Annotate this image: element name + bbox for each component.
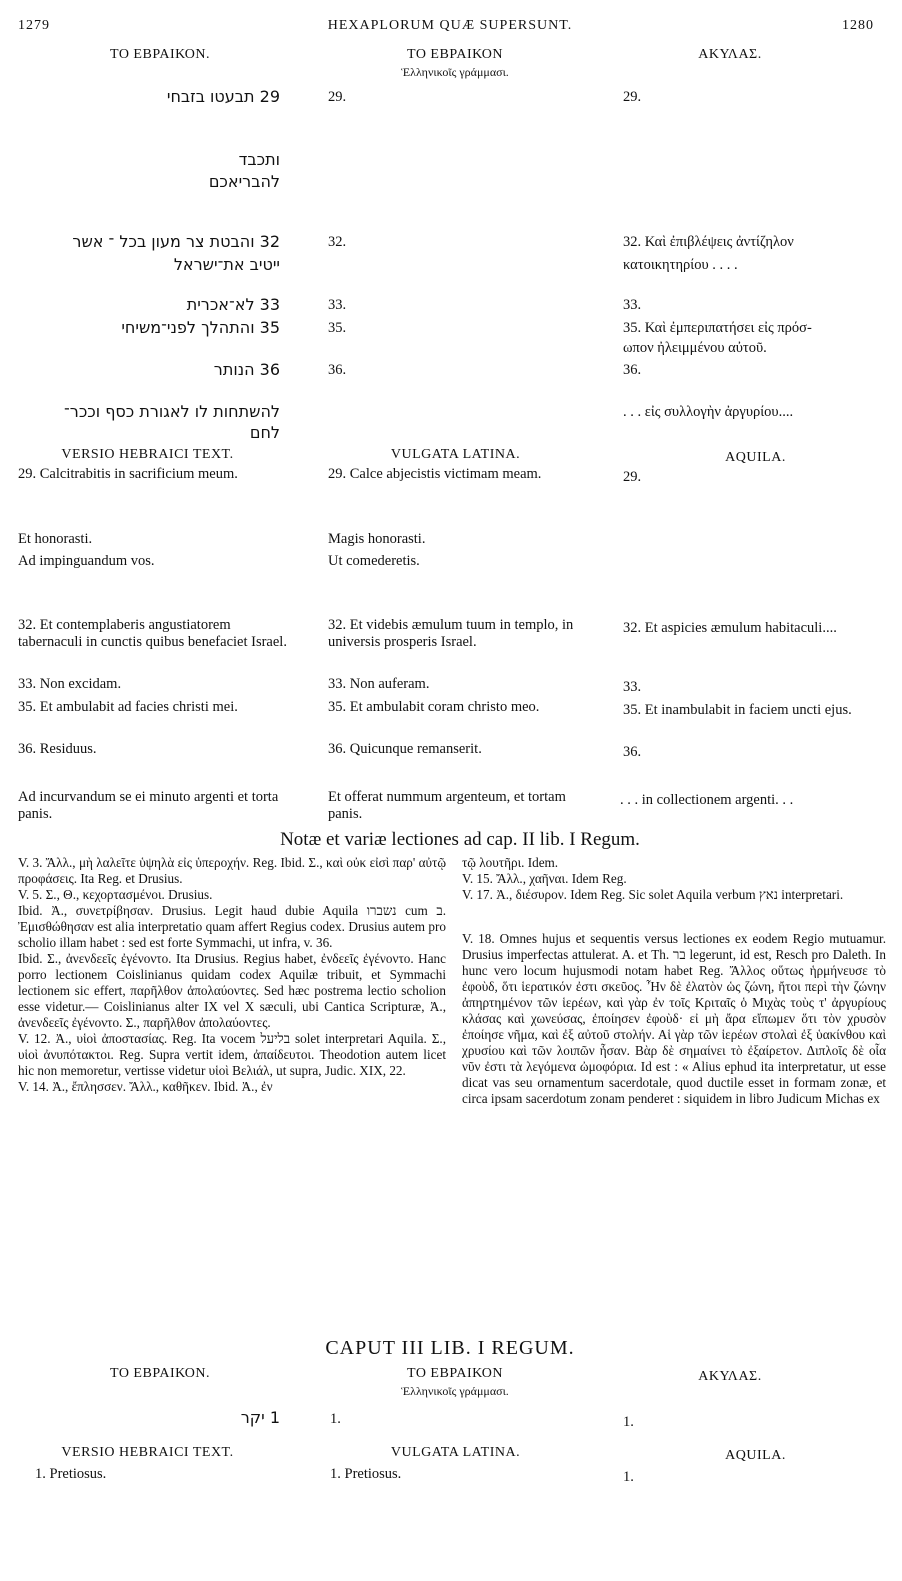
note-paragraph: V. 14. Ἀ., ἔπλησσεν. Ἄλλ., καθῆκεν. Ibid. Ἀ., ἐν: [18, 1079, 273, 1094]
hebrew-line: להבריאכם: [208, 172, 280, 191]
col-header-versio: VERSIO HEBRAICI TEXT.: [61, 1445, 234, 1460]
note-paragraph: V. 3. Ἄλλ., μὴ λαλεῖτε ὑψηλὰ εἰς ὑπεροχήν. Reg. Ibid. Σ., καὶ οὐκ εἰσὶ παρ' αὐτῷ προφάσεις. Ita Reg. et Drusius.: [18, 855, 446, 886]
col-header-hebrew: ΤΟ ΕΒΡΑΙΚΟΝ.: [110, 1366, 210, 1381]
aquila-latin-text: . . . in collectionem argenti. . .: [620, 792, 794, 808]
vulgata-text: 1. Pretiosus.: [330, 1466, 402, 1482]
verse-marker: 33.: [623, 297, 642, 313]
page-number-left: 1279: [18, 18, 50, 33]
note-paragraph: V. 17. Ἀ., διέσυρον. Idem Reg. Sic solet Aquila verbum נאץ interpretari.: [462, 887, 844, 902]
col-header-aquila: ΑΚΥΛΑΣ.: [698, 1369, 762, 1384]
hebrew-line: ותכבד: [238, 150, 280, 169]
versio-text: 33. Non excidam.: [18, 676, 122, 692]
note-paragraph: V. 15. Ἄλλ., χαῆναι. Idem Reg.: [462, 871, 627, 886]
note-paragraph: τῷ λουτῆρι. Idem.: [462, 855, 559, 870]
aquila-greek-line: ωπον ἠλειμμένου αὐτοῦ.: [623, 340, 767, 356]
note-paragraph: V. 18. Omnes hujus et sequentis versus lectiones ex eodem Regio mutuamur. Drusius imperfectas attulerat. A. et Th. בר legerunt, id est, Resch pro Daleth. In hunc vero locum hujusmodi notam habet Reg. Ἄλλος οὕτως ἡρμήνευσε τὸ ἐφοὺδ, ὅτι ἱερατικόν ἐστι σκεῦος. Ἦν δὲ ἐλατὸν ὡς ζώνη, ἤτοι περὶ τὴν ζώνην ἀπηρτημένον τῶν ἱερέων, καὶ γὰρ ἐν τοῖς Κριταῖς ὁ Μιχὰς τοὺς τ' ἀργυρίους κλάσας καὶ χωνεύσας, ἐποίησεν ἐφοὺδ· εἰ μὴ ἄρα εἴπωμεν ὅτι τὸν χρυσὸν ἐποίησε νῆμα, καὶ ἐξ αὐτοῦ στολήν. Αἱ γὰρ τῶν ἱερέων στολαὶ ἐξ ὑακίνθου καὶ χρυσίου καὶ τῶν λοιπῶν ἦσαν. Βὰρ δὲ σημαίνει τὸ ἐξαίρετον. Διπλοῖς δὲ οἷα νῦν ἐστι τὰ λεγόμενα ὠμοφόρια. Id est : « Alius ephud ita interpretatur, ut esse dicat vas seu ornamentum sacerdotale, quod ductile esset in formam zonæ, et circa ipsam sacerdotum zonam penderet : siquidem in libro Judicum Michas ex: [462, 931, 886, 1106]
vulgata-text: 32. Et videbis æmulum tuum in templo, in universis prosperis Israel.: [328, 617, 574, 650]
hebrew-line: 36 הנותר: [213, 360, 280, 379]
hebrew-line: להשתחות לו לאגורת כסף וככר־: [64, 402, 280, 421]
verse-marker: 1.: [330, 1411, 341, 1427]
notes-title: Notæ et variæ lectiones ad cap. II lib. I Regum.: [280, 829, 640, 850]
versio-text: 36. Residuus.: [18, 741, 97, 757]
versio-text: Ad incurvandum se ei minuto argenti et torta panis.: [18, 789, 279, 822]
note-paragraph: Ibid. Σ., ἀνενδεεῖς ἐγένοντο. Ita Drusius. Regius habet, ἐνδεεῖς ἐγένοντο. Hanc porro lectionem Coislinianus quidam codex Aquilæ tribuit, et Symmachi lectionem sic effert, παρῆλθον ἀπολαύοντες. Sed hæc postrema lectio scholion esse videtur.— Coislinianus alter IX vel X sæculi, ubi Cantica Scripturæ, Ἀ., ἀνενδεεῖς ἐγένοντο. Σ., παρῆλθον ἀπολαύοντες.: [18, 951, 446, 1030]
note-paragraph: V. 12. Ἀ., υἱοὶ ἀποστασίας. Reg. Ita vocem בליעל solet interpretari Aquila. Σ., υἱοὶ ἀνυπότακτοι. Reg. Supra vertit idem, ἀπαίδευτοι. Theodotion autem licet hic non memoretur, vertisse videtur υἱοὶ Βελιάλ, ut supra, Judic. XIX, 22.: [18, 1031, 446, 1078]
vulgata-text: Magis honorasti.: [328, 531, 426, 547]
aquila-greek-line: 32. Καὶ ἐπιβλέψεις ἀντίζηλον: [623, 234, 794, 250]
versio-text: Et honorasti.: [18, 531, 93, 547]
notes-left-column: [18, 855, 446, 1095]
verse-marker: 36.: [623, 362, 642, 378]
versio-text: 32. Et contemplaberis angustiatorem tabernaculi in cunctis quibus benefaciet Israel.: [18, 617, 287, 650]
verse-marker: 35.: [328, 320, 347, 336]
verse-marker: 29.: [328, 89, 347, 105]
verse-marker: 33.: [328, 297, 347, 313]
aquila-latin-text: 33.: [623, 679, 642, 695]
hebrew-line: 1 יקר: [240, 1408, 280, 1427]
verse-marker: 32.: [328, 234, 347, 250]
page-number-right: 1280: [842, 18, 874, 33]
notes-right-column: [462, 855, 886, 1107]
vulgata-text: 33. Non auferam.: [328, 676, 430, 692]
aquila-latin-text: 32. Et aspicies æmulum habitaculi....: [623, 620, 837, 636]
aquila-greek-line: κατοικητηρίου . . . .: [623, 257, 738, 273]
col-header-hebrew: ΤΟ ΕΒΡΑΙΚΟΝ.: [110, 47, 210, 62]
versio-text: 1. Pretiosus.: [35, 1466, 107, 1482]
note-paragraph: V. 5. Σ., Θ., κεχορτασμένοι. Drusius.: [18, 887, 213, 902]
aquila-latin-text: 35. Et inambulabit in faciem uncti ejus.: [623, 702, 852, 718]
aquila-greek-line: 35. Καὶ ἐμπεριπατήσει εἰς πρόσ-: [623, 320, 812, 336]
hebrew-line: ייטיב את־ישראל: [173, 255, 280, 274]
col-header-hebrew-greek: ΤΟ ΕΒΡΑΙΚΟΝ: [407, 1366, 503, 1381]
running-title: HEXAPLORUM QUÆ SUPERSUNT.: [327, 18, 573, 33]
aquila-latin-text: 36.: [623, 744, 642, 760]
verse-marker: 29.: [623, 89, 642, 105]
note-paragraph: Ibid. Ἀ., συνετρίβησαν. Drusius. Legit haud dubie Aquila נשברו cum ב. Ἐμισθώθησαν est alia interpretatio quam affert Regius codex. Drusius autem pro scholio illam habet : sed est forte Symmachi, ut infra, v. 36.: [18, 903, 446, 950]
verse-marker: 1.: [623, 1414, 634, 1430]
vulgata-text: Ut comederetis.: [328, 553, 420, 569]
col-header-vulgata: VULGATA LATINA.: [390, 447, 521, 462]
col-header-aquila-latin: AQUILA.: [725, 1448, 786, 1463]
hebrew-line: 35 והתהלך לפני־משיחי: [121, 318, 280, 337]
versio-text: 35. Et ambulabit ad facies christi mei.: [18, 699, 238, 715]
col-header-aquila: ΑΚΥΛΑΣ.: [698, 47, 762, 62]
col-header-subtitle: Ἑλληνικοῖς γράμμασι.: [401, 1384, 509, 1398]
verse-marker: 36.: [328, 362, 347, 378]
vulgata-text: 35. Et ambulabit coram christo meo.: [328, 699, 540, 715]
aquila-latin-text: 29.: [623, 469, 642, 485]
aquila-latin-text: 1.: [623, 1469, 634, 1485]
chapter-title: CAPUT III LIB. I REGUM.: [325, 1337, 575, 1359]
hebrew-line: 32 והבטת צר מעון בכל ־ אשר: [72, 232, 280, 251]
col-header-versio: VERSIO HEBRAICI TEXT.: [61, 447, 234, 462]
col-header-vulgata: VULGATA LATINA.: [390, 1445, 521, 1460]
vulgata-text: 36. Quicunque remanserit.: [328, 741, 482, 757]
col-header-hebrew-greek: ΤΟ ΕΒΡΑΙΚΟΝ: [407, 47, 503, 62]
versio-text: 29. Calcitrabitis in sacrificium meum.: [18, 466, 238, 482]
vulgata-text: 29. Calce abjecistis victimam meam.: [328, 466, 542, 482]
col-header-subtitle: Ἑλληνικοῖς γράμμασι.: [401, 65, 509, 79]
aquila-greek-line: . . . εἰς συλλογὴν ἀργυρίου....: [623, 404, 794, 420]
col-header-aquila-latin: AQUILA.: [725, 450, 786, 465]
versio-text: Ad impinguandum vos.: [18, 553, 155, 569]
hebrew-line: לחם: [249, 423, 280, 442]
hebrew-line: 33 לא־אכרית: [186, 295, 280, 314]
vulgata-text: Et offerat nummum argenteum, et tortam panis.: [328, 789, 566, 822]
hebrew-line: 29 תבעטו בזבחי: [166, 87, 280, 106]
